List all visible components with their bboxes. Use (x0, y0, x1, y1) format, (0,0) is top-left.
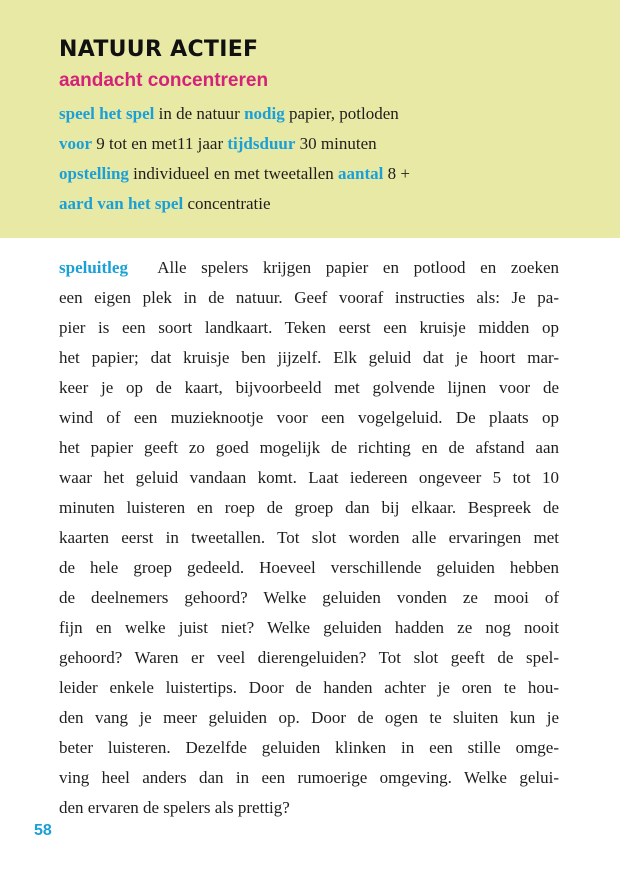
speluitleg-label: speluitleg (59, 258, 128, 277)
body-line: waar het geluid vandaan komt. Laat iedereen ongeveer 5 tot 10 (59, 468, 559, 487)
body-line: de hele groep gedeeld. Hoeveel verschillende geluiden hebben (59, 558, 559, 577)
body-line: het papier geeft zo goed mogelijk de richting en de afstand aan (59, 438, 559, 457)
voor-value: 9 tot en met11 jaar (96, 134, 224, 153)
header-panel (0, 0, 620, 238)
body-line: ving heel anders dan in een rumoerige omgeving. Welke gelui- (59, 768, 559, 787)
body-line: pier is een soort landkaart. Teken eerst een kruisje midden op (59, 318, 559, 337)
body-line: gehoord? Waren er veel dierengeluiden? Tot slot geeft de spel- (59, 648, 559, 667)
body-line: speluitleg Alle spelers krijgen papier en potlood en zoeken (59, 258, 559, 277)
meta-line-opstelling (59, 163, 410, 185)
body-line: minuten luisteren en roep de groep dan bij elkaar. Bespreek de (59, 498, 559, 517)
body-line: een eigen plek in de natuur. Geef vooraf instructies als: Je pa- (59, 288, 559, 307)
body-line: keer je op de kaart, bijvoorbeeld met golvende lijnen voor de (59, 378, 559, 397)
opstelling-label: opstelling (59, 164, 129, 183)
aard-value: concentratie (187, 194, 271, 213)
tijdsduur-value: 30 minuten (299, 134, 377, 153)
aard-label: aard van het spel (59, 194, 184, 213)
voor-label: voor (59, 134, 93, 153)
meta-line-spel (59, 103, 399, 125)
body-line: den vang je meer geluiden op. Door de ogen te sluiten kun je (59, 708, 559, 727)
meta-line-voor (59, 133, 377, 155)
body-line: fijn en welke juist niet? Welke geluiden hadden ze nog nooit (59, 618, 559, 637)
body-line: beter luisteren. Dezelfde geluiden klinken in een stille omge- (59, 738, 559, 757)
nodig-label: nodig (244, 104, 285, 123)
meta-line-aard (59, 193, 271, 215)
tijdsduur-label: tijdsduur (227, 134, 296, 153)
aantal-value: 8 + (387, 164, 410, 183)
instructions-text (59, 253, 559, 823)
body-line: kaarten eerst in tweetallen. Tot slot worden alle ervaringen met (59, 528, 559, 547)
body-line: den ervaren de spelers als prettig? (59, 798, 290, 817)
page-subtitle: aandacht concentreren (59, 70, 269, 91)
opstelling-value: individueel en met tweetallen (133, 164, 334, 183)
nodig-value: papier, potloden (288, 104, 399, 123)
body-line: het papier; dat kruisje ben jijzelf. Elk geluid dat je hoort mar- (59, 348, 559, 367)
page-number: 58 (34, 822, 52, 839)
body-line: wind of een muzieknootje voor een vogelgeluid. De plaats op (59, 408, 559, 427)
body-line: leider enkele luistertips. Door de handen achter je oren te hou- (59, 678, 559, 697)
body-line: de deelnemers gehoord? Welke geluiden vonden ze mooi of (59, 588, 559, 607)
spel-label: speel het spel (59, 104, 155, 123)
page-title: NATUUR ACTIEF (59, 37, 259, 62)
spel-value: in de natuur (158, 104, 240, 123)
aantal-label: aantal (338, 164, 384, 183)
